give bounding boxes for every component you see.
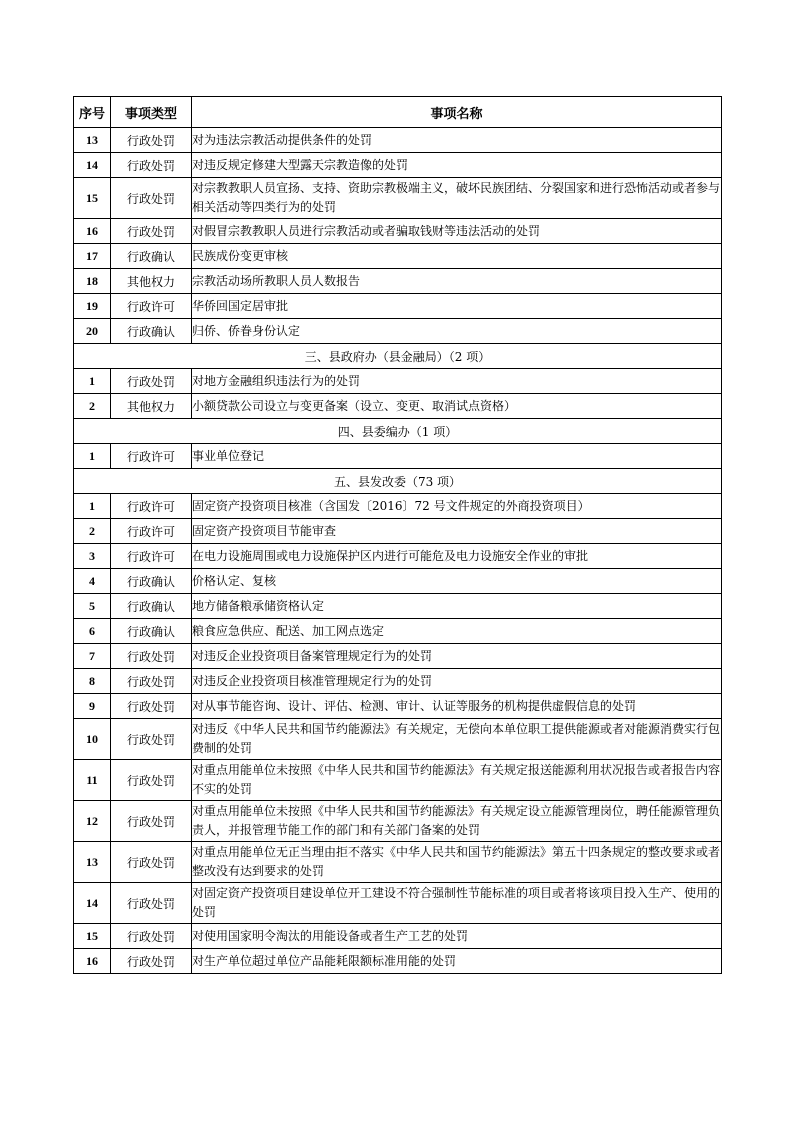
- table-row: [74, 842, 722, 883]
- serial-cell: 17: [74, 244, 111, 269]
- item-name-cell: 地方储备粮承储资格认定: [192, 594, 722, 619]
- table-row: [74, 719, 722, 760]
- item-type-cell: 行政处罚: [111, 128, 192, 153]
- serial-cell: 2: [74, 519, 111, 544]
- table-row: [74, 294, 722, 319]
- item-type-cell: 行政处罚: [111, 178, 192, 219]
- serial-cell: 3: [74, 544, 111, 569]
- table-row: [74, 244, 722, 269]
- item-type-cell: 行政处罚: [111, 949, 192, 974]
- item-type-cell: 行政许可: [111, 519, 192, 544]
- serial-cell: 1: [74, 494, 111, 519]
- serial-cell: 19: [74, 294, 111, 319]
- table-row: [74, 924, 722, 949]
- serial-cell: 10: [74, 719, 111, 760]
- table-row: [74, 319, 722, 344]
- item-name-cell: 对地方金融组织违法行为的处罚: [192, 369, 722, 394]
- item-name-cell: 对宗教教职人员宣扬、支持、资助宗教极端主义，破坏民族团结、分裂国家和进行恐怖活动或者参与相关活动等四类行为的处罚: [192, 178, 722, 219]
- table-row: [74, 619, 722, 644]
- section-title: 四、县委编办（1 项）: [74, 419, 722, 444]
- item-type-cell: 行政处罚: [111, 842, 192, 883]
- serial-cell: 5: [74, 594, 111, 619]
- item-type-cell: 行政确认: [111, 244, 192, 269]
- item-name-cell: 民族成份变更审核: [192, 244, 722, 269]
- table-row: [74, 669, 722, 694]
- item-type-cell: 行政许可: [111, 294, 192, 319]
- item-type-cell: 其他权力: [111, 394, 192, 419]
- table-row: [74, 444, 722, 469]
- item-type-cell: 行政处罚: [111, 153, 192, 178]
- table-row: [74, 219, 722, 244]
- serial-cell: 1: [74, 369, 111, 394]
- item-type-cell: 行政确认: [111, 619, 192, 644]
- item-type-cell: 行政处罚: [111, 694, 192, 719]
- item-type-cell: 行政处罚: [111, 719, 192, 760]
- serial-cell: 14: [74, 883, 111, 924]
- table-row: [74, 801, 722, 842]
- item-type-cell: 其他权力: [111, 269, 192, 294]
- item-type-cell: 行政处罚: [111, 924, 192, 949]
- serial-cell: 12: [74, 801, 111, 842]
- section-row: [74, 469, 722, 494]
- item-type-cell: 行政处罚: [111, 644, 192, 669]
- table-header-row: [74, 97, 722, 128]
- table-row: [74, 369, 722, 394]
- table-row: [74, 494, 722, 519]
- item-name-cell: 对为违法宗教活动提供条件的处罚: [192, 128, 722, 153]
- item-type-cell: 行政确认: [111, 569, 192, 594]
- serial-cell: 1: [74, 444, 111, 469]
- table-body: [74, 128, 722, 974]
- item-type-cell: 行政许可: [111, 494, 192, 519]
- item-name-cell: 对违反《中华人民共和国节约能源法》有关规定，无偿向本单位职工提供能源或者对能源消费实行包费制的处罚: [192, 719, 722, 760]
- serial-cell: 2: [74, 394, 111, 419]
- serial-cell: 13: [74, 128, 111, 153]
- table-row: [74, 694, 722, 719]
- header-item-type: 事项类型: [111, 97, 192, 128]
- item-type-cell: 行政许可: [111, 444, 192, 469]
- table-row: [74, 644, 722, 669]
- section-row: [74, 344, 722, 369]
- serial-cell: 4: [74, 569, 111, 594]
- serial-cell: 8: [74, 669, 111, 694]
- item-name-cell: 价格认定、复核: [192, 569, 722, 594]
- item-type-cell: 行政许可: [111, 544, 192, 569]
- item-name-cell: 对重点用能单位未按照《中华人民共和国节约能源法》有关规定设立能源管理岗位，聘任能源管理负责人，并报管理节能工作的部门和有关部门备案的处罚: [192, 801, 722, 842]
- item-name-cell: 对固定资产投资项目建设单位开工建设不符合强制性节能标准的项目或者将该项目投入生产、使用的处罚: [192, 883, 722, 924]
- item-type-cell: 行政处罚: [111, 883, 192, 924]
- table-row: [74, 760, 722, 801]
- item-type-cell: 行政处罚: [111, 801, 192, 842]
- item-type-cell: 行政处罚: [111, 760, 192, 801]
- serial-cell: 15: [74, 178, 111, 219]
- item-name-cell: 固定资产投资项目核准（含国发〔2016〕72 号文件规定的外商投资项目）: [192, 494, 722, 519]
- item-type-cell: 行政确认: [111, 319, 192, 344]
- table-row: [74, 883, 722, 924]
- table-row: [74, 394, 722, 419]
- serial-cell: 18: [74, 269, 111, 294]
- item-name-cell: 宗教活动场所教职人员人数报告: [192, 269, 722, 294]
- serial-cell: 20: [74, 319, 111, 344]
- table-row: [74, 519, 722, 544]
- item-name-cell: 对重点用能单位无正当理由拒不落实《中华人民共和国节约能源法》第五十四条规定的整改要求或者整改没有达到要求的处罚: [192, 842, 722, 883]
- serial-cell: 7: [74, 644, 111, 669]
- item-type-cell: 行政处罚: [111, 219, 192, 244]
- serial-cell: 6: [74, 619, 111, 644]
- serial-cell: 11: [74, 760, 111, 801]
- serial-cell: 9: [74, 694, 111, 719]
- section-title: 三、县政府办（县金融局）（2 项）: [74, 344, 722, 369]
- table-row: [74, 178, 722, 219]
- header-item-name: 事项名称: [192, 97, 722, 128]
- item-type-cell: 行政处罚: [111, 669, 192, 694]
- item-name-cell: 在电力设施周围或电力设施保护区内进行可能危及电力设施安全作业的审批: [192, 544, 722, 569]
- table-row: [74, 594, 722, 619]
- item-name-cell: 对生产单位超过单位产品能耗限额标准用能的处罚: [192, 949, 722, 974]
- item-name-cell: 对违反规定修建大型露天宗教造像的处罚: [192, 153, 722, 178]
- table-row: [74, 544, 722, 569]
- table-row: [74, 269, 722, 294]
- serial-cell: 13: [74, 842, 111, 883]
- section-row: [74, 419, 722, 444]
- serial-cell: 16: [74, 949, 111, 974]
- table-row: [74, 569, 722, 594]
- item-name-cell: 对假冒宗教教职人员进行宗教活动或者骗取钱财等违法活动的处罚: [192, 219, 722, 244]
- item-name-cell: 小额贷款公司设立与变更备案（设立、变更、取消试点资格）: [192, 394, 722, 419]
- item-type-cell: 行政处罚: [111, 369, 192, 394]
- item-type-cell: 行政确认: [111, 594, 192, 619]
- table-row: [74, 153, 722, 178]
- serial-cell: 15: [74, 924, 111, 949]
- serial-cell: 16: [74, 219, 111, 244]
- header-serial: 序号: [74, 97, 111, 128]
- item-name-cell: 对使用国家明令淘汰的用能设备或者生产工艺的处罚: [192, 924, 722, 949]
- item-name-cell: 固定资产投资项目节能审查: [192, 519, 722, 544]
- item-name-cell: 对从事节能咨询、设计、评估、检测、审计、认证等服务的机构提供虚假信息的处罚: [192, 694, 722, 719]
- item-name-cell: 对违反企业投资项目核准管理规定行为的处罚: [192, 669, 722, 694]
- serial-cell: 14: [74, 153, 111, 178]
- item-name-cell: 对违反企业投资项目备案管理规定行为的处罚: [192, 644, 722, 669]
- table-row: [74, 949, 722, 974]
- section-title: 五、县发改委（73 项）: [74, 469, 722, 494]
- item-name-cell: 事业单位登记: [192, 444, 722, 469]
- item-name-cell: 对重点用能单位未按照《中华人民共和国节约能源法》有关规定报送能源利用状况报告或者报告内容不实的处罚: [192, 760, 722, 801]
- item-name-cell: 粮食应急供应、配送、加工网点选定: [192, 619, 722, 644]
- service-items-table: [73, 96, 722, 974]
- item-name-cell: 华侨回国定居审批: [192, 294, 722, 319]
- table-row: [74, 128, 722, 153]
- item-name-cell: 归侨、侨眷身份认定: [192, 319, 722, 344]
